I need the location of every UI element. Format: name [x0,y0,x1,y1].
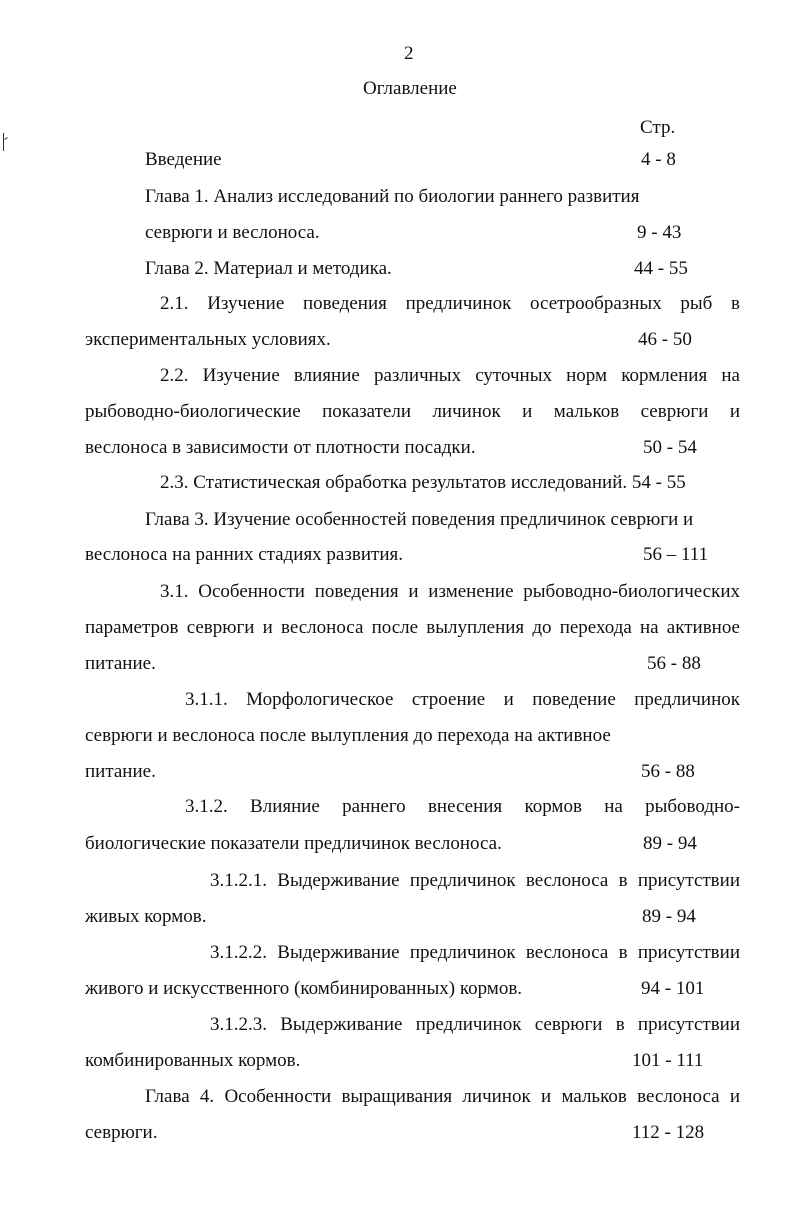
toc-entry-2-2-pages: 50 - 54 [643,437,697,458]
toc-entry-chapter1-line2: севрюги и веслоноса. [145,222,320,243]
toc-entry-2-1-line2: экспериментальных условиях. [85,329,331,350]
toc-entry-3-1-2-line1: 3.1.2. Влияние раннего внесения кормов на рыбоводно- [185,796,740,817]
toc-entry-3-1-line3: питание. [85,653,156,674]
toc-entry-chapter4-line2: севрюги. [85,1122,158,1143]
toc-entry-chapter2-title: Глава 2. Материал и методика. [145,258,392,279]
toc-entry-chapter3-line2: веслоноса на ранних стадиях развития. [85,544,403,565]
toc-entry-chapter3-pages: 56 – 111 [643,544,709,565]
toc-entry-chapter4-line1: Глава 4. Особенности выращивания личинок и мальков веслоноса и [145,1086,740,1107]
toc-entry-3-1-2-pages: 89 - 94 [643,833,697,854]
toc-entry-3-1-2-line2: биологические показатели предличинок веслоноса. [85,833,502,854]
toc-entry-chapter3-line1: Глава 3. Изучение особенностей поведения предличинок севрюги и [145,509,694,530]
toc-entry-intro-pages: 4 - 8 [641,149,676,170]
pages-column-header: Стр. [640,117,676,138]
toc-entry-3-1-1-line1: 3.1.1. Морфологическое строение и поведение предличинок [185,689,740,710]
toc-entry-3-1-2-1-line2: живых кормов. [85,906,207,927]
toc-entry-chapter1-line1: Глава 1. Анализ исследований по биологии раннего развития [145,186,640,207]
toc-entry-3-1-line2: параметров севрюги и веслоноса после вылупления до перехода на активное [85,617,740,638]
toc-entry-3-1-2-3-line2: комбинированных кормов. [85,1050,301,1071]
toc-entry-3-1-2-2-line1: 3.1.2.2. Выдерживание предличинок веслоноса в присутствии [210,942,740,963]
toc-entry-3-1-1-line3: питание. [85,761,156,782]
page-number: 2 [404,43,414,64]
toc-entry-3-1-2-1-pages: 89 - 94 [642,906,696,927]
toc-entry-3-1-line1: 3.1. Особенности поведения и изменение рыбоводно-биологических [160,581,740,602]
toc-entry-chapter4-pages: 112 - 128 [632,1122,705,1143]
toc-entry-3-1-1-pages: 56 - 88 [641,761,695,782]
toc-entry-chapter2-pages: 44 - 55 [634,258,688,279]
toc-entry-2-3-line: 2.3. Статистическая обработка результатов исследований. 54 - 55 [160,472,686,493]
toc-entry-3-1-2-1-line1: 3.1.2.1. Выдерживание предличинок веслоноса в присутствии [210,870,740,891]
page-title: Оглавление [363,78,457,99]
toc-entry-2-2-line1: 2.2. Изучение влияние различных суточных норм кормления на [160,365,740,386]
toc-entry-3-1-2-3-pages: 101 - 111 [632,1050,704,1071]
toc-entry-3-1-1-line2: севрюги и веслоноса после вылупления до перехода на активное [85,725,611,746]
scan-artifact-mark [3,133,4,151]
toc-entry-2-2-line2: рыбоводно-биологические показатели личинок и мальков севрюги и [85,401,740,422]
toc-entry-2-1-line1: 2.1. Изучение поведения предличинок осетрообразных рыб в [160,293,740,314]
toc-entry-3-1-2-2-line2: живого и искусственного (комбинированных) кормов. [85,978,523,999]
toc-entry-3-1-2-3-line1: 3.1.2.3. Выдерживание предличинок севрюги в присутствии [210,1014,740,1035]
toc-entry-chapter1-pages: 9 - 43 [637,222,682,243]
toc-entry-3-1-2-2-pages: 94 - 101 [641,978,705,999]
toc-entry-2-2-line3: веслоноса в зависимости от плотности посадки. [85,437,476,458]
toc-entry-2-1-pages: 46 - 50 [638,329,692,350]
toc-entry-3-1-pages: 56 - 88 [647,653,701,674]
toc-entry-intro-title: Введение [145,149,222,170]
